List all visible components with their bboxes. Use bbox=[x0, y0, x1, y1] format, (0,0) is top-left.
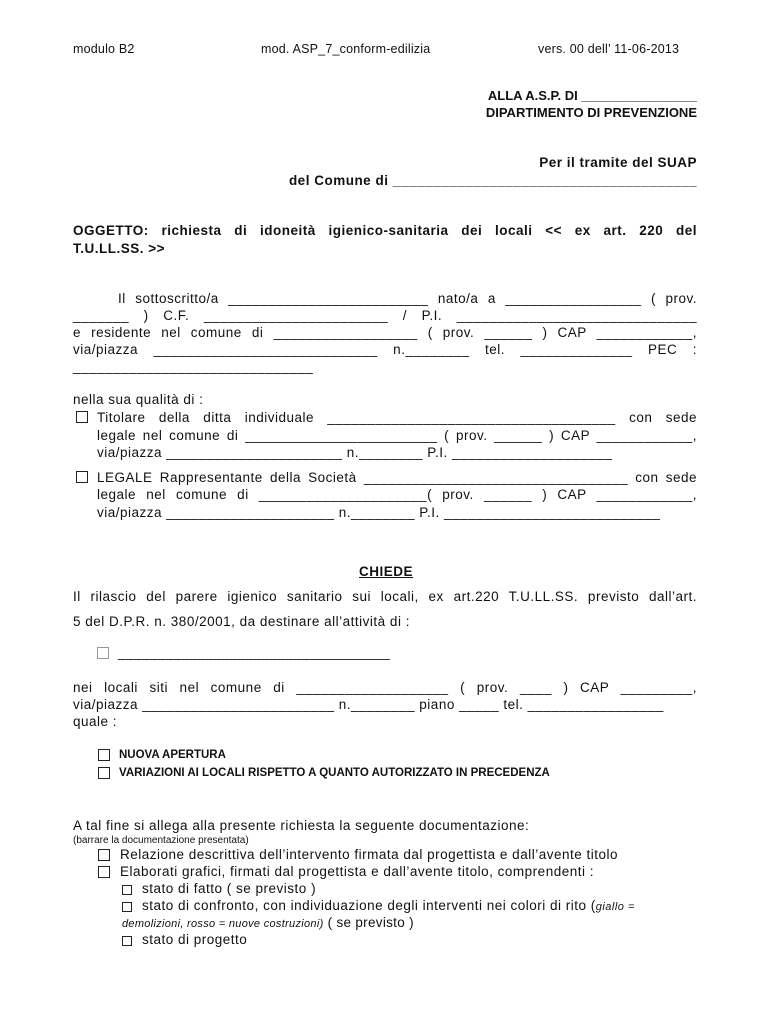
addressee-comune: del Comune di ______________________________________ bbox=[288, 173, 697, 188]
capacity-label: nella sua qualità di : bbox=[73, 392, 204, 407]
owner-line-3: via/piazza ______________________ n.________ P.I. ____________________ bbox=[97, 445, 613, 460]
activity-checkbox[interactable] bbox=[97, 647, 109, 659]
legal-rep-checkbox[interactable] bbox=[76, 471, 88, 483]
addressee-suap: Per il tramite del SUAP bbox=[539, 155, 697, 170]
new-opening-label: NUOVA APERTURA bbox=[119, 749, 226, 761]
declarant-line-3: e residente nel comune di __________________ ( prov. ______ ) CAP ____________, bbox=[73, 325, 697, 340]
legal-rep-line-2: legale nel comune di _____________________( prov. ______ ) CAP ____________, bbox=[97, 487, 697, 502]
owner-checkbox[interactable] bbox=[76, 411, 88, 423]
header-module-code: modulo B2 bbox=[73, 42, 135, 56]
drawings-checkbox[interactable] bbox=[98, 866, 110, 878]
drawing-comparison: stato di confronto, con individuazione degli interventi nei colori di rito (giallo = bbox=[142, 898, 635, 913]
legal-rep-line-3: via/piazza _____________________ n.________ P.I. ___________________________ bbox=[97, 505, 661, 520]
new-opening-checkbox[interactable] bbox=[98, 749, 110, 761]
declarant-line-2: _______ ) C.F. _______________________ / P.I. ______________________________ bbox=[73, 308, 697, 323]
variations-label: VARIAZIONI AI LOCALI RISPETTO A QUANTO AUTORIZZATO IN PRECEDENZA bbox=[119, 767, 550, 779]
comparison-checkbox[interactable] bbox=[122, 902, 132, 912]
addressee-department: DIPARTIMENTO DI PREVENZIONE bbox=[485, 105, 697, 120]
current-state-checkbox[interactable] bbox=[122, 885, 132, 895]
request-heading: CHIEDE bbox=[359, 564, 414, 579]
header-version: vers. 00 dell’ 11-06-2013 bbox=[538, 42, 680, 56]
variations-checkbox[interactable] bbox=[98, 767, 110, 779]
drawing-project-state: stato di progetto bbox=[142, 932, 248, 947]
location-line-2: via/piazza ________________________ n.________ piano _____ tel. _________________ bbox=[73, 697, 664, 712]
attachments-intro: A tal fine si allega alla presente richiesta la seguente documentazione: bbox=[73, 818, 530, 833]
subject-line-2: T.U.LL.SS. >> bbox=[73, 241, 166, 256]
request-line-2: 5 del D.P.R. n. 380/2001, da destinare all’attività di : bbox=[73, 614, 410, 629]
location-line-1: nei locali siti nel comune di ___________________ ( prov. ____ ) CAP _________, bbox=[73, 680, 697, 695]
subject-line-1: OGGETTO: richiesta di idoneità igienico-sanitaria dei locali << ex art. 220 del bbox=[73, 223, 697, 238]
legal-rep-line-1: LEGALE Rappresentante della Società _________________________________ con sede bbox=[97, 470, 697, 485]
attachment-drawings: Elaborati grafici, firmati dal progettista e dall’avente titolo, comprendenti : bbox=[120, 864, 594, 879]
activity-blank: __________________________________ bbox=[118, 645, 391, 660]
report-checkbox[interactable] bbox=[98, 849, 110, 861]
attachment-report: Relazione descrittiva dell’intervento firmata dal progettista e dall’avente titolo bbox=[120, 847, 618, 862]
header-form-name: mod. ASP_7_conform-edilizia bbox=[261, 42, 431, 56]
addressee-asp: ALLA A.S.P. DI ________________ bbox=[487, 88, 697, 103]
declarant-line-5: ______________________________ bbox=[73, 359, 314, 374]
project-state-checkbox[interactable] bbox=[122, 936, 132, 946]
drawing-comparison-continued: demolizioni, rosso = nuove costruzioni) ( se previsto ) bbox=[122, 915, 414, 930]
drawing-current-state: stato di fatto ( se previsto ) bbox=[142, 881, 317, 896]
declarant-line-1: Il sottoscritto/a _________________________ nato/a a _________________ ( prov. bbox=[118, 291, 697, 306]
attachments-note: (barrare la documentazione presentata) bbox=[73, 835, 249, 846]
owner-line-1: Titolare della ditta individuale ____________________________________ con sede bbox=[97, 410, 697, 425]
declarant-line-4: via/piazza ____________________________ n.________ tel. ______________ PEC : bbox=[73, 342, 697, 357]
location-line-3: quale : bbox=[73, 714, 118, 729]
owner-line-2: legale nel comune di ________________________ ( prov. ______ ) CAP ____________, bbox=[97, 428, 697, 443]
request-line-1: Il rilascio del parere igienico sanitario sui locali, ex art.220 T.U.LL.SS. previsto dall’art. bbox=[73, 589, 697, 604]
